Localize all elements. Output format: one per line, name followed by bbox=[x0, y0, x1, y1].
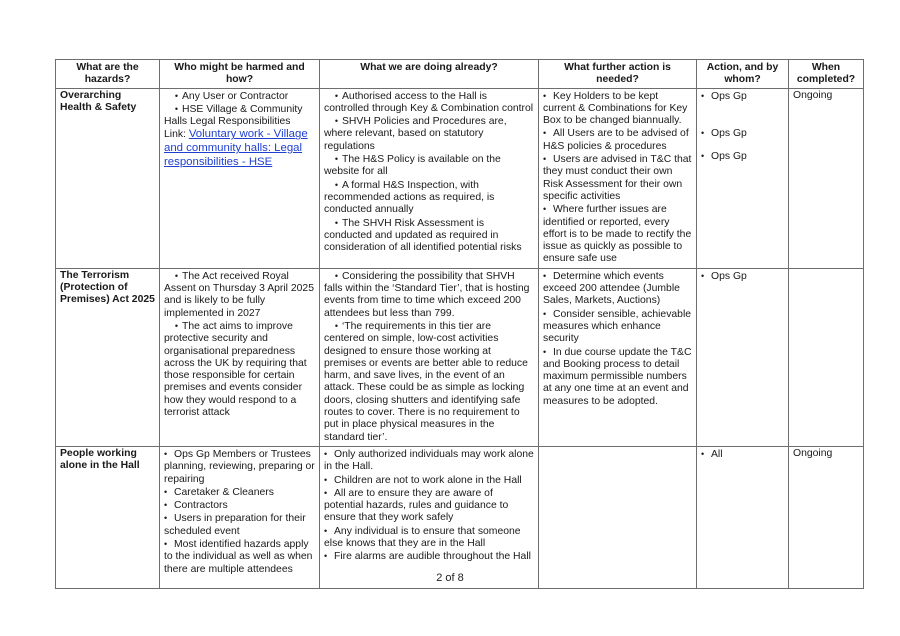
list-item: • All Users are to be advised of H&S policies & procedures bbox=[543, 127, 692, 153]
list-item: • Considering the possibility that SHVH falls within the ‘Standard Tier’, that is hosting events from time to time which exceed 200 attendees but less than 799. bbox=[324, 270, 534, 320]
list-item: • All bbox=[701, 448, 784, 461]
who-harmed-cell bbox=[160, 88, 320, 268]
list-item: • Users in preparation for their scheduled event bbox=[164, 512, 315, 538]
further-action-cell bbox=[539, 268, 697, 446]
list-item: • Ops Gp bbox=[701, 127, 784, 140]
header-action-by-whom: Action, and by whom? bbox=[697, 60, 789, 89]
doing-already-cell bbox=[320, 88, 539, 268]
list-item: • Consider sensible, achievable measures which enhance security bbox=[543, 308, 692, 346]
list-item: • Ops Gp Members or Trustees planning, reviewing, preparing or repairing bbox=[164, 448, 315, 486]
header-when-completed: When completed? bbox=[789, 60, 864, 89]
when-completed-cell: Ongoing bbox=[789, 446, 864, 588]
doing-already-cell bbox=[320, 446, 539, 588]
list-item: • Any User or Contractor bbox=[164, 90, 315, 103]
header-hazards: What are the hazards? bbox=[56, 60, 160, 89]
list-item: • In due course update the T&C and Booking process to detail maximum permissible numbers at any one time at an event and measures to be adopted. bbox=[543, 346, 692, 408]
list-item: • Ops Gp bbox=[701, 150, 784, 163]
doing-already-cell bbox=[320, 268, 539, 446]
action-by-whom-cell bbox=[697, 446, 789, 588]
list-item: • The SHVH Risk Assessment is conducted and updated as required in consideration of all identified potential risks bbox=[324, 217, 534, 255]
list-item: • Most identified hazards apply to the individual as well as when there are multiple attendees bbox=[164, 538, 315, 576]
list-item: • The Act received Royal Assent on Thursday 3 April 2025 and is likely to be fully implemented in 2027 bbox=[164, 270, 315, 320]
action-by-whom-cell bbox=[697, 88, 789, 268]
list-item: • HSE Village & Community Halls Legal Responsibilities bbox=[164, 103, 315, 129]
who-harmed-cell bbox=[160, 446, 320, 588]
list-item: • Only authorized individuals may work alone in the Hall. bbox=[324, 448, 534, 474]
link-prefix: Link: bbox=[164, 129, 189, 141]
list-item: • All are to ensure they are aware of potential hazards, rules and guidance to ensure that they work safely bbox=[324, 487, 534, 525]
further-action-cell bbox=[539, 88, 697, 268]
list-item: • Where further issues are identified or reported, every effort is to be made to rectify the issue as quickly as possible to ensure safe use bbox=[543, 203, 692, 265]
hse-legal-responsibilities-link[interactable]: Voluntary work - Village and community halls: Legal responsibilities - HSE bbox=[164, 128, 308, 168]
hazard-cell: Overarching Health & Safety bbox=[56, 88, 160, 268]
when-completed-cell: Ongoing bbox=[789, 88, 864, 268]
list-item: • Determine which events exceed 200 attendee (Jumble Sales, Markets, Auctions) bbox=[543, 270, 692, 308]
list-item: • Users are advised in T&C that they must conduct their own Risk Assessment for their own specific activities bbox=[543, 153, 692, 203]
who-harmed-cell bbox=[160, 268, 320, 446]
list-item: • Children are not to work alone in the Hall bbox=[324, 474, 534, 487]
list-item: • SHVH Policies and Procedures are, where relevant, based on statutory regulations bbox=[324, 115, 534, 153]
risk-assessment-table bbox=[55, 59, 864, 589]
hazard-cell: People working alone in the Hall bbox=[56, 446, 160, 588]
list-item: • The H&S Policy is available on the website for all bbox=[324, 153, 534, 179]
hazard-cell: The Terrorism (Protection of Premises) Act 2025 bbox=[56, 268, 160, 446]
when-completed-cell bbox=[789, 268, 864, 446]
hse-link-line bbox=[164, 128, 315, 169]
list-item: • Fire alarms are audible throughout the Hall bbox=[324, 550, 534, 563]
header-further-action: What further action is needed? bbox=[539, 60, 697, 89]
header-doing-already: What we are doing already? bbox=[320, 60, 539, 89]
list-item: • Ops Gp bbox=[701, 270, 784, 283]
action-by-whom-cell bbox=[697, 268, 789, 446]
list-item: • The act aims to improve protective security and organisational preparedness across the UK by requiring that those responsible for certain premises and events consider how they would respond to a terrorist attack bbox=[164, 320, 315, 419]
table-row bbox=[56, 268, 864, 446]
table-row bbox=[56, 446, 864, 588]
list-item: • Contractors bbox=[164, 499, 315, 512]
list-item: • A formal H&S Inspection, with recommended actions as required, is conducted annually bbox=[324, 179, 534, 217]
list-item: • Key Holders to be kept current & Combinations for Key Box to be changed biannually. bbox=[543, 90, 692, 128]
list-item: • Authorised access to the Hall is controlled through Key & Combination control bbox=[324, 90, 534, 116]
table-row bbox=[56, 88, 864, 268]
further-action-cell bbox=[539, 446, 697, 588]
table-header-row bbox=[56, 60, 864, 89]
header-who-harmed: Who might be harmed and how? bbox=[160, 60, 320, 89]
list-item: • ‘The requirements in this tier are centered on simple, low-cost activities designed to ensure those working at premises or events are better able to reduce harm, and save lives, in the event of an attack. These could be as simple as locking doors, closing shutters and identifying safe routes to cover. There is no requirement to put in place physical measures in the standard tier’. bbox=[324, 320, 534, 444]
list-item: • Any individual is to ensure that someone else knows that they are in the Hall bbox=[324, 525, 534, 551]
list-item: • Ops Gp bbox=[701, 90, 784, 103]
list-item: • Caretaker & Cleaners bbox=[164, 486, 315, 499]
page-number: 2 of 8 bbox=[436, 572, 464, 584]
